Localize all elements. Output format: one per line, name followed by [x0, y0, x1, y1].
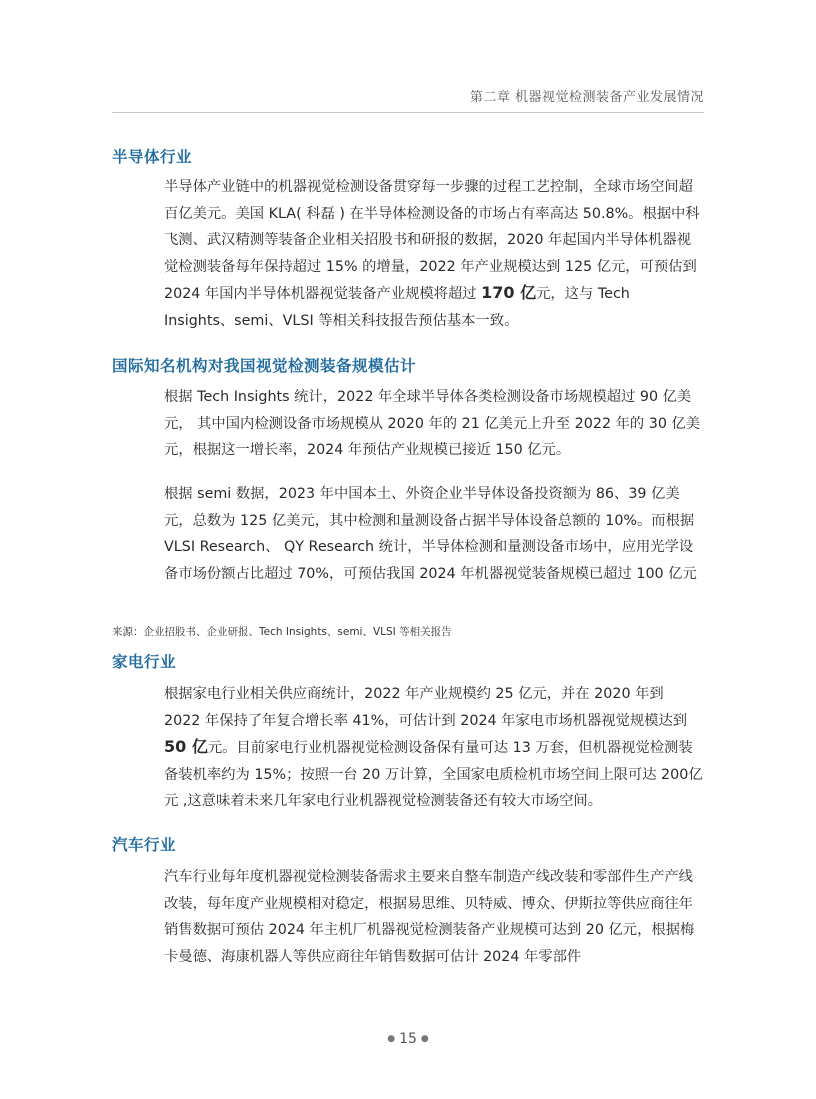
section-title-appliance: 家电行业: [112, 653, 177, 671]
paragraph-text: 元。目前家电行业机器视觉检测设备保有量可达 13 万套，但机器视觉检测装备装机率约为 15%；按照一台 20 万计算，全国家电质检机市场空间上限可达 200亿元 ,这意味着未来几年家电行业机器视觉检测装备还有较大市场空间。: [164, 740, 703, 809]
paragraph-text: 根据家电行业相关供应商统计，2022 年产业规模约 25 亿元，并在 2020 年到 2022 年保持了年复合增长率 41%，可估计到 2024 年家电市场机器视觉规模达到: [164, 686, 688, 729]
paragraph-text: 半导体产业链中的机器视觉检测设备贯穿每一步骤的过程工艺控制，全球市场空间超百亿美元。美国 KLA( 科磊 ) 在半导体检测设备的市场占有率高达 50.8%。根据中科飞测、武汉精测等装备企业相关招股书和研报的数据，2020 年起国内半导体机器视觉检测装备每年保持超过 15% 的增量，2022 年产业规模达到 125 亿元，可预估到 2024 年国内半导体机器视觉装备产业规模将超过: [164, 179, 700, 302]
paragraph-automotive: 汽车行业每年度机器视觉检测装备需求主要来自整车制造产线改装和零部件生产产线改装，每年度产业规模相对稳定，根据易思维、贝特威、博众、伊斯拉等供应商往年销售数据可预估 2024 年主机厂机器视觉检测装备产业规模可达到 20 亿元，根据梅卡曼德、海康机器人等供应商往年销售数据可估计 2024 年零部件: [164, 869, 695, 965]
chapter-header: 第二章 机器视觉检测装备产业发展情况: [469, 90, 704, 105]
paragraph-appliance: [164, 681, 704, 815]
paragraph-text: 元，这与 Tech Insights、semi、VLSI 等相关科技报告预估基本一致。: [164, 286, 630, 329]
paragraph-international-2: 根据 semi 数据，2023 年中国本土、外资企业半导体设备投资额为 86、39 亿美元，总数为 125 亿美元，其中检测和量测设备占据半导体设备总额的 10%。而根据 VLSI Research、 QY Research 统计，半导体检测和量测设备市场中，应用光学设备市场份额占比超过 70%，可预估我国 2024 年机器视觉装备规模已超过 100 亿元: [164, 486, 697, 582]
paragraph-international-1: 根据 Tech Insights 统计，2022 年全球半导体各类检测设备市场规模超过 90 亿美元， 其中国内检测设备市场规模从 2020 年的 21 亿美元上升至 2022 年的 30 亿美元，根据这一增长率，2024 年预估产业规模已接近 150 亿元。: [164, 389, 701, 458]
header-divider: [112, 112, 704, 113]
highlight-value: 50 亿: [164, 737, 208, 756]
page-number-value: 15: [399, 1031, 417, 1047]
paragraph-semiconductor: [164, 174, 704, 334]
highlight-value: 170 亿: [481, 283, 537, 302]
section-title-semiconductor: 半导体行业: [112, 148, 193, 166]
bullet-icon: ●: [420, 1034, 429, 1044]
page-number: [0, 1031, 816, 1047]
section-title-automotive: 汽车行业: [112, 836, 177, 854]
section-title-international: 国际知名机构对我国视觉检测装备规模估计: [112, 357, 417, 375]
bullet-icon: ●: [387, 1034, 396, 1044]
source-note: 来源：企业招股书、企业研报、Tech Insights、semi、VLSI 等相关报告: [112, 626, 452, 638]
